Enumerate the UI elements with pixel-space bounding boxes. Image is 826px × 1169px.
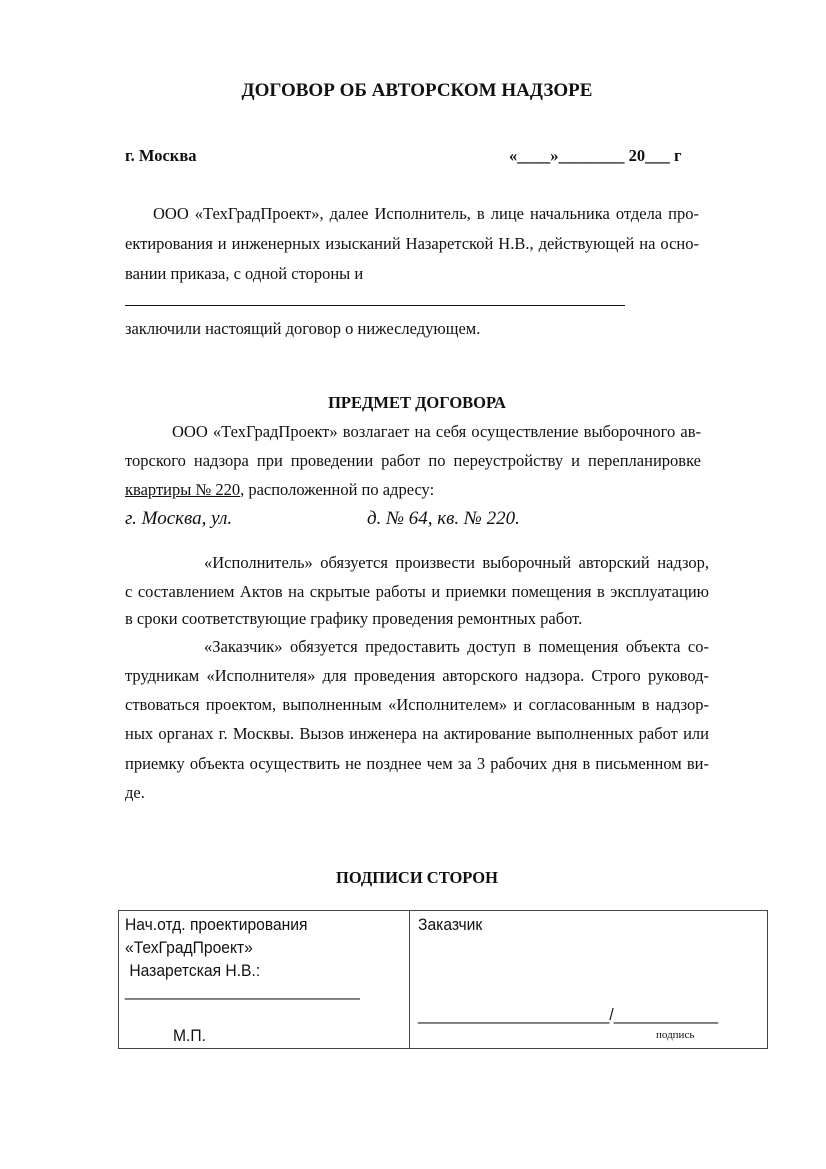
executor-signature-line: ___________________________ bbox=[125, 981, 360, 1000]
subject-line: торского надзора при проведении работ по переустройству и перепланировке bbox=[125, 451, 701, 470]
customer-title: Заказчик bbox=[418, 915, 483, 934]
concluded-text: заключили настоящий договор о нижеследующем. bbox=[125, 319, 481, 338]
address-house: д. № 64, кв. № 220. bbox=[367, 508, 520, 529]
executor-signature-cell bbox=[119, 911, 410, 1048]
customer-line: де. bbox=[125, 783, 145, 802]
intro-line: вании приказа, с одной стороны и bbox=[125, 264, 364, 283]
customer-signature-line: ______________________/____________ bbox=[418, 1005, 719, 1024]
stamp-label: М.П. bbox=[173, 1026, 206, 1045]
executor-name: Назаретская Н.В.: bbox=[125, 961, 261, 980]
apartment-link: квартиры № 220 bbox=[125, 480, 241, 499]
signature-caption: подпись bbox=[656, 1029, 695, 1041]
customer-signature-cell bbox=[410, 911, 767, 1048]
apartment-rest: , расположенной по адресу: bbox=[240, 480, 435, 499]
signatures-table bbox=[118, 910, 768, 1049]
executor-line: «Исполнитель» обязуется произвести выборочный авторский надзор, bbox=[204, 553, 709, 572]
intro-line: ектирования и инженерных изысканий Назаретской Н.В., действующей на осно- bbox=[125, 234, 699, 253]
document-title: ДОГОВОР ОБ АВТОРСКОМ НАДЗОРЕ bbox=[241, 80, 593, 101]
address-street: г. Москва, ул. bbox=[125, 508, 233, 529]
customer-line: приемку объекта осуществить не позднее чем за 3 рабочих дня в письменном ви- bbox=[125, 754, 709, 773]
apartment-line bbox=[125, 480, 434, 500]
party-blank-line bbox=[125, 305, 625, 306]
signatures-heading: ПОДПИСИ СТОРОН bbox=[336, 868, 498, 887]
subject-line: ООО «ТехГрадПроект» возлагает на себя осуществление выборочного ав- bbox=[172, 422, 701, 441]
executor-position: Нач.отд. проектирования bbox=[125, 915, 308, 934]
executor-company: «ТехГрадПроект» bbox=[125, 938, 253, 957]
intro-line: ООО «ТехГрадПроект», далее Исполнитель, в лице начальника отдела про- bbox=[153, 204, 699, 223]
customer-line: ных органах г. Москвы. Вызов инженера на актирование выполненных работ или bbox=[125, 724, 709, 743]
subject-heading: ПРЕДМЕТ ДОГОВОРА bbox=[328, 393, 506, 412]
date-line: «____»________ 20___ г bbox=[509, 146, 682, 165]
executor-line: в сроки соответствующие графику проведения ремонтных работ. bbox=[125, 609, 583, 628]
customer-line: трудникам «Исполнителя» для проведения авторского надзора. Строго руковод- bbox=[125, 666, 709, 685]
customer-line: «Заказчик» обязуется предоставить доступ в помещения объекта со- bbox=[204, 637, 709, 656]
customer-line: ствоваться проектом, выполненным «Исполнителем» и согласованным в надзор- bbox=[125, 695, 709, 714]
city: г. Москва bbox=[125, 146, 197, 165]
executor-line: с составлением Актов на скрытые работы и приемки помещения в эксплуатацию bbox=[125, 582, 709, 601]
